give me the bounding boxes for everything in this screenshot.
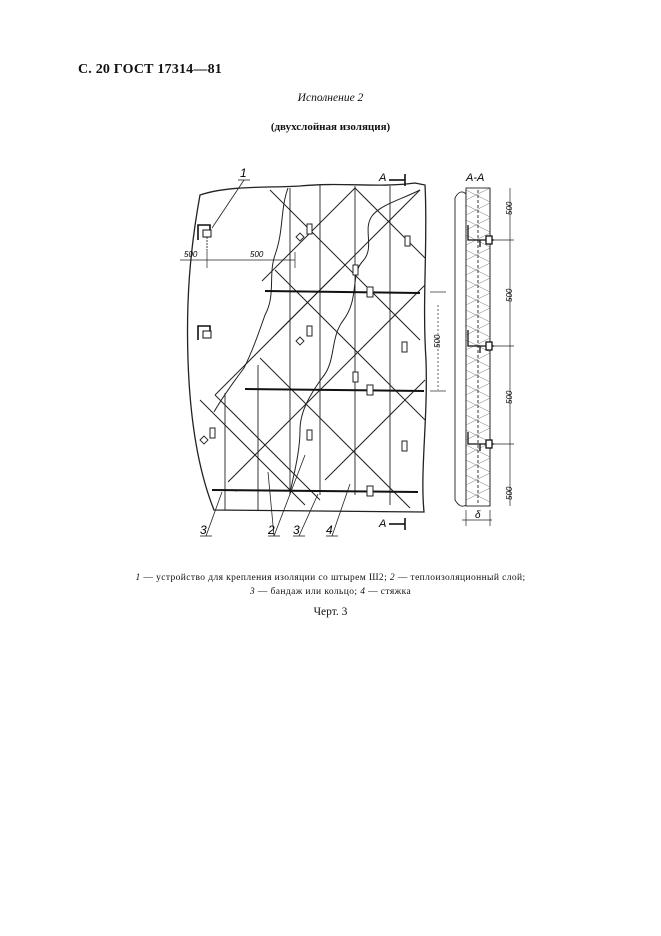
variant-title: Исполнение 2	[297, 92, 364, 104]
legend-text-2: — теплоизоляционный слой;	[395, 573, 526, 583]
tie-mesh	[200, 188, 425, 508]
plan-dim-500-left: 500	[184, 250, 198, 259]
plan-dimensions	[180, 250, 446, 391]
legend-line-2	[0, 585, 661, 599]
section-dim-500-1: 500	[505, 201, 514, 215]
legend-text-3: — бандаж или кольцо;	[255, 587, 361, 597]
legend-text-1: — устройство для крепления изоляции со штырем Ш2;	[140, 573, 390, 583]
callout-3-left: 3	[200, 523, 207, 537]
figure-legend	[0, 571, 661, 599]
callout-4: 4	[326, 523, 333, 537]
legend-num-3: 3	[249, 587, 256, 597]
section-mark-top: А	[379, 172, 387, 184]
legend-num-4: 4	[360, 587, 366, 597]
callout-2: 2	[268, 523, 275, 537]
section-dim-500-3: 500	[505, 390, 514, 404]
legend-text-4: — стяжка	[365, 587, 412, 597]
thickness-label: δ	[475, 510, 481, 521]
pin-markers	[200, 233, 304, 444]
legend-line-1	[0, 571, 661, 585]
band-clamps	[367, 287, 373, 496]
tie-fasteners	[210, 224, 410, 451]
subtitle: (двухслойная изоляция)	[270, 121, 391, 133]
callout-1: 1	[240, 166, 247, 180]
section-dim-500-2: 500	[505, 288, 514, 302]
insulation-drawing	[150, 160, 540, 540]
section-dim-500-4: 500	[505, 486, 514, 500]
layer-break-inner	[214, 188, 288, 412]
svg-text:∽: ∽	[270, 386, 276, 393]
figure-caption: Черт. 3	[313, 606, 348, 618]
section-mark-bottom: А	[379, 518, 387, 530]
legend-num-1: 1	[135, 573, 141, 583]
fastening-device-icon	[198, 225, 211, 340]
legend-num-2: 2	[389, 573, 396, 583]
callout-3-right: 3	[293, 523, 300, 537]
svg-text:∽: ∽	[234, 488, 240, 495]
plan-dim-500-vertical: 500	[433, 334, 442, 348]
page-header: С. 20 ГОСТ 17314—81	[78, 62, 222, 77]
plan-dim-500-center: 500	[250, 250, 264, 259]
svg-text:∽: ∽	[306, 289, 312, 296]
section-title: А-А	[466, 172, 485, 184]
callout-leaders	[200, 180, 350, 536]
